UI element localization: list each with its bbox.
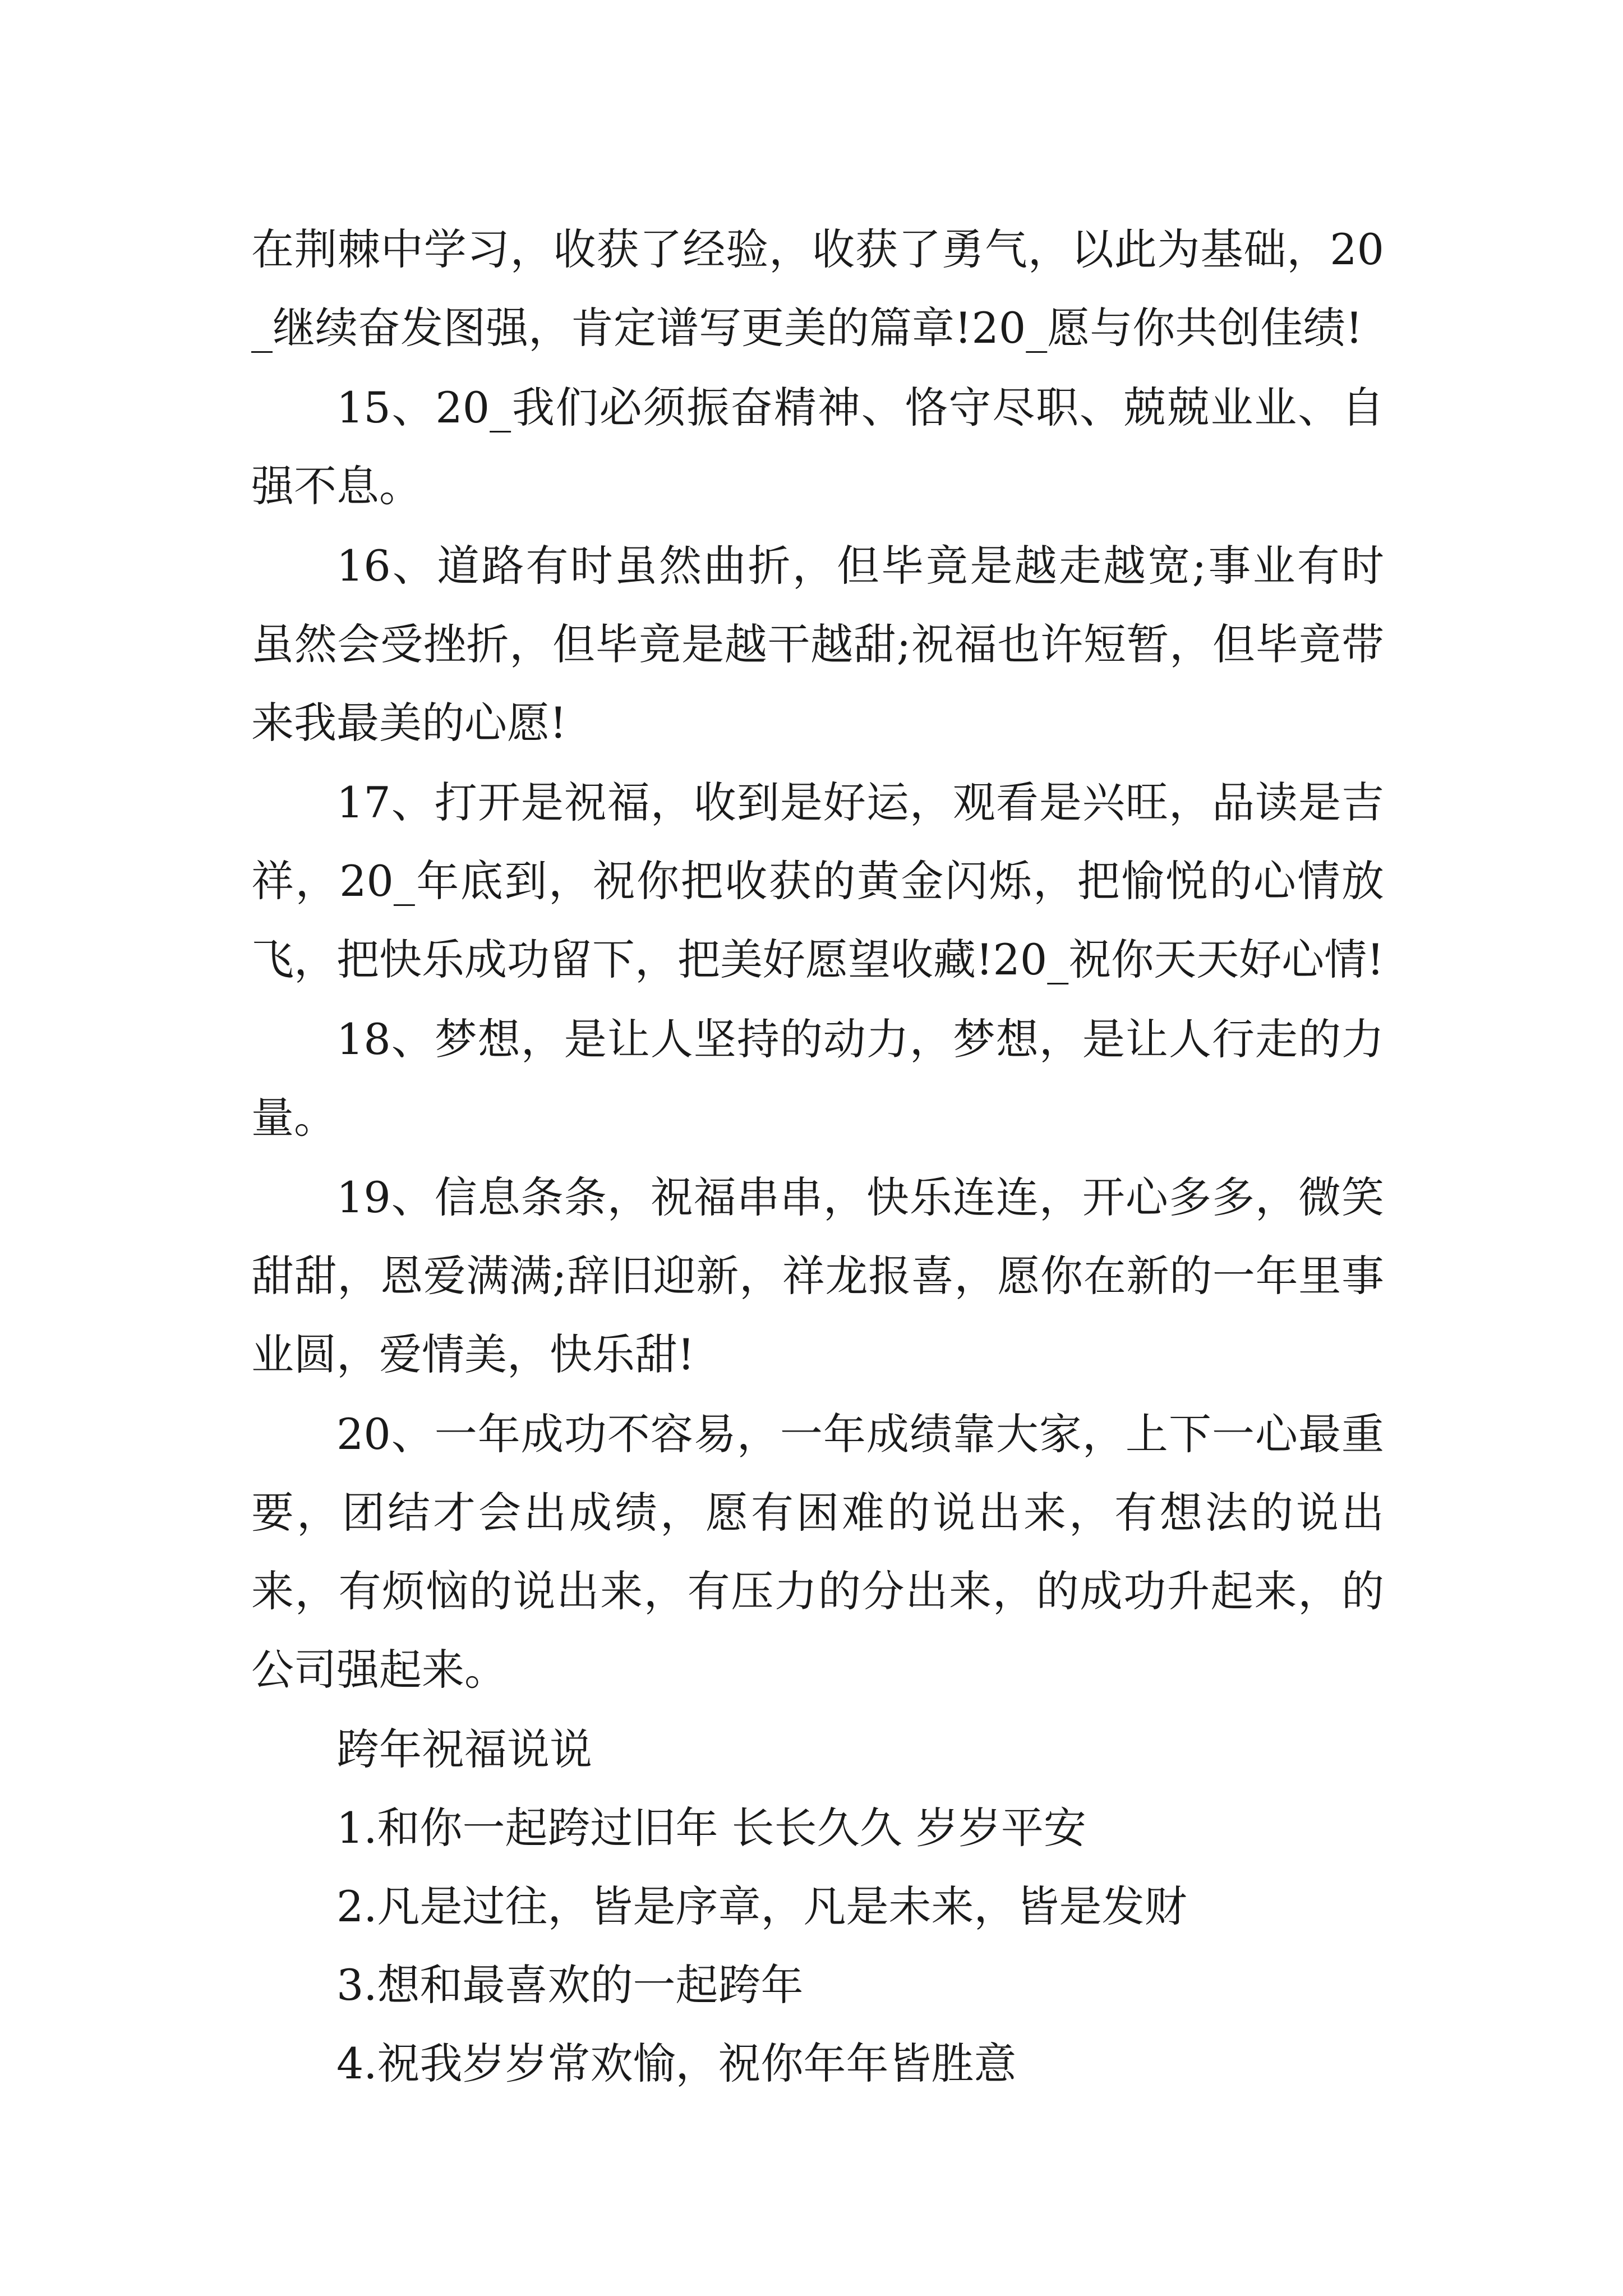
paragraph-item-15: 15、20_我们必须振奋精神、恪守尽职、兢兢业业、自强不息。 (251, 383, 1384, 511)
list-item-4: 4.祝我岁岁常欢愉，祝你年年皆胜意 (336, 2039, 1017, 2088)
list-item-1: 1.和你一起跨过旧年 长长久久 岁岁平安 (336, 1803, 1086, 1853)
paragraph-item-19: 19、信息条条，祝福串串，快乐连连，开心多多，微笑甜甜，恩爱满满;辞旧迎新，祥龙报喜，愿你在新的一年里事业圆，爱情美，快乐甜! (251, 1172, 1384, 1379)
list-item-3: 3.想和最喜欢的一起跨年 (336, 1960, 804, 2010)
paragraph-continuation: 在荆棘中学习，收获了经验，收获了勇气，以此为基础，20_继续奋发图强，肯定谱写更美的篇章!20_愿与你共创佳绩! (251, 224, 1384, 353)
document-body (251, 210, 1384, 2103)
paragraph-item-16: 16、道路有时虽然曲折，但毕竟是越走越宽;事业有时虽然会受挫折，但毕竟是越干越甜;祝福也许短暂，但毕竟带来我最美的心愿! (251, 541, 1384, 748)
list-item-2: 2.凡是过往，皆是序章，凡是未来，皆是发财 (336, 1881, 1187, 1931)
section-title: 跨年祝福说说 (336, 1724, 592, 1774)
paragraph-item-20: 20、一年成功不容易，一年成绩靠大家，上下一心最重要，团结才会出成绩，愿有困难的说出来，有想法的说出来，有烦恼的说出来，有压力的分出来，的成功升起来，的公司强起来。 (251, 1409, 1384, 1695)
paragraph-item-18: 18、梦想，是让人坚持的动力，梦想，是让人行走的力量。 (251, 1014, 1384, 1143)
paragraph-item-17: 17、打开是祝福，收到是好运，观看是兴旺，品读是吉祥，20_年底到，祝你把收获的黄金闪烁，把愉悦的心情放飞，把快乐成功留下，把美好愿望收藏!20_祝你天天好心情! (251, 777, 1384, 984)
